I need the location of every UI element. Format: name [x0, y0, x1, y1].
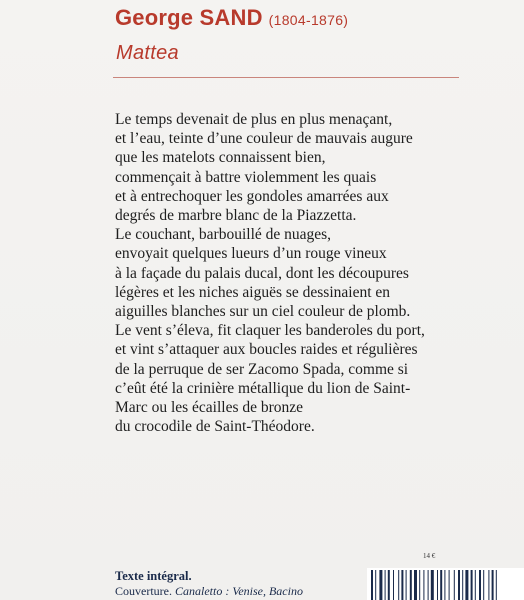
barcode-bar: [471, 570, 473, 600]
author-heading: [115, 5, 348, 31]
excerpt-line: que les matelots connaissent bien,: [115, 149, 326, 167]
barcode-bar: [462, 570, 463, 600]
excerpt-line: Le temps devenait de plus en plus menaçant,: [115, 111, 393, 128]
barcode-bar: [444, 570, 445, 600]
barcode-bar: [465, 570, 468, 600]
excerpt-line: et l’eau, teinte d’une couleur de mauvais augure: [115, 130, 413, 148]
barcode-bar: [440, 570, 442, 600]
barcode-bar: [475, 570, 476, 600]
barcode-bar: [375, 570, 376, 600]
excerpt-line: Le couchant, barbouillé de nuages,: [115, 226, 332, 244]
barcode-bar: [479, 570, 481, 600]
title-divider: [113, 77, 459, 78]
barcode-graphic: [367, 568, 524, 600]
excerpt-line: légères et les niches aiguës se dessinaient en: [115, 283, 391, 301]
barcode-bar: [431, 570, 434, 600]
author-dates: (1804-1876): [268, 12, 349, 28]
barcode-bar: [414, 570, 417, 600]
barcode-bar: [458, 570, 460, 600]
barcode-bar: [398, 570, 399, 600]
barcode-bar: [379, 570, 382, 600]
barcode-bar: [385, 570, 386, 600]
barcode-bar: [428, 570, 429, 600]
barcode-bar: [454, 570, 455, 600]
barcode-bar: [388, 570, 390, 600]
barcode-bar: [406, 570, 407, 600]
barcode-bar: [483, 570, 484, 600]
barcode-icon: [367, 568, 524, 600]
barcode-bar: [496, 570, 497, 600]
book-title: Mattea: [116, 42, 179, 64]
barcode-bar: [371, 570, 373, 600]
excerpt-line: Le vent s’éleva, fit claquer les banderoles du port,: [115, 322, 425, 340]
excerpt-text: [115, 110, 475, 436]
barcode-bar: [449, 570, 450, 600]
author-name: George SAND: [115, 5, 263, 30]
cover-credit-detail: Canaletto : Venise, Bacino: [174, 584, 303, 598]
excerpt-line: de la perruque de ser Zacomo Spada, comme si: [115, 360, 409, 378]
barcode-bar: [401, 570, 403, 600]
excerpt-line: à la façade du palais ducal, dont les découpures: [115, 264, 409, 282]
barcode-bar: [488, 570, 489, 600]
cover-credit: [115, 584, 303, 599]
barcode-bar: [437, 570, 438, 600]
edition-note: Texte intégral.: [115, 569, 192, 583]
excerpt-line: degrés de marbre blanc de la Piazzetta.: [115, 207, 357, 225]
excerpt-line: envoyait quelques lueurs d’un rouge vineux: [115, 245, 387, 263]
excerpt-line: et à entrechoquer les gondoles amarrées aux: [115, 187, 389, 205]
excerpt-line: Marc ou les écailles de bronze: [115, 399, 304, 417]
excerpt-line: du crocodile de Saint-Théodore.: [115, 418, 315, 436]
cover-credit-prefix: Couverture.: [115, 584, 172, 598]
barcode-bar: [410, 570, 412, 600]
barcode-bar: [393, 570, 394, 600]
barcode-bar: [419, 570, 420, 600]
barcode-bar: [423, 570, 424, 600]
excerpt-line: et vint s’attaquer aux boucles raides et régulières: [115, 341, 418, 359]
excerpt-line: commençait à battre violemment les quais: [115, 168, 377, 186]
excerpt-line: aiguilles blanches sur un ciel couleur de plomb.: [115, 303, 411, 321]
price-label: 14 €: [423, 552, 436, 560]
excerpt-line: c’eût été la crinière métallique du lion de Saint-: [115, 379, 411, 397]
barcode-bar: [492, 570, 494, 600]
